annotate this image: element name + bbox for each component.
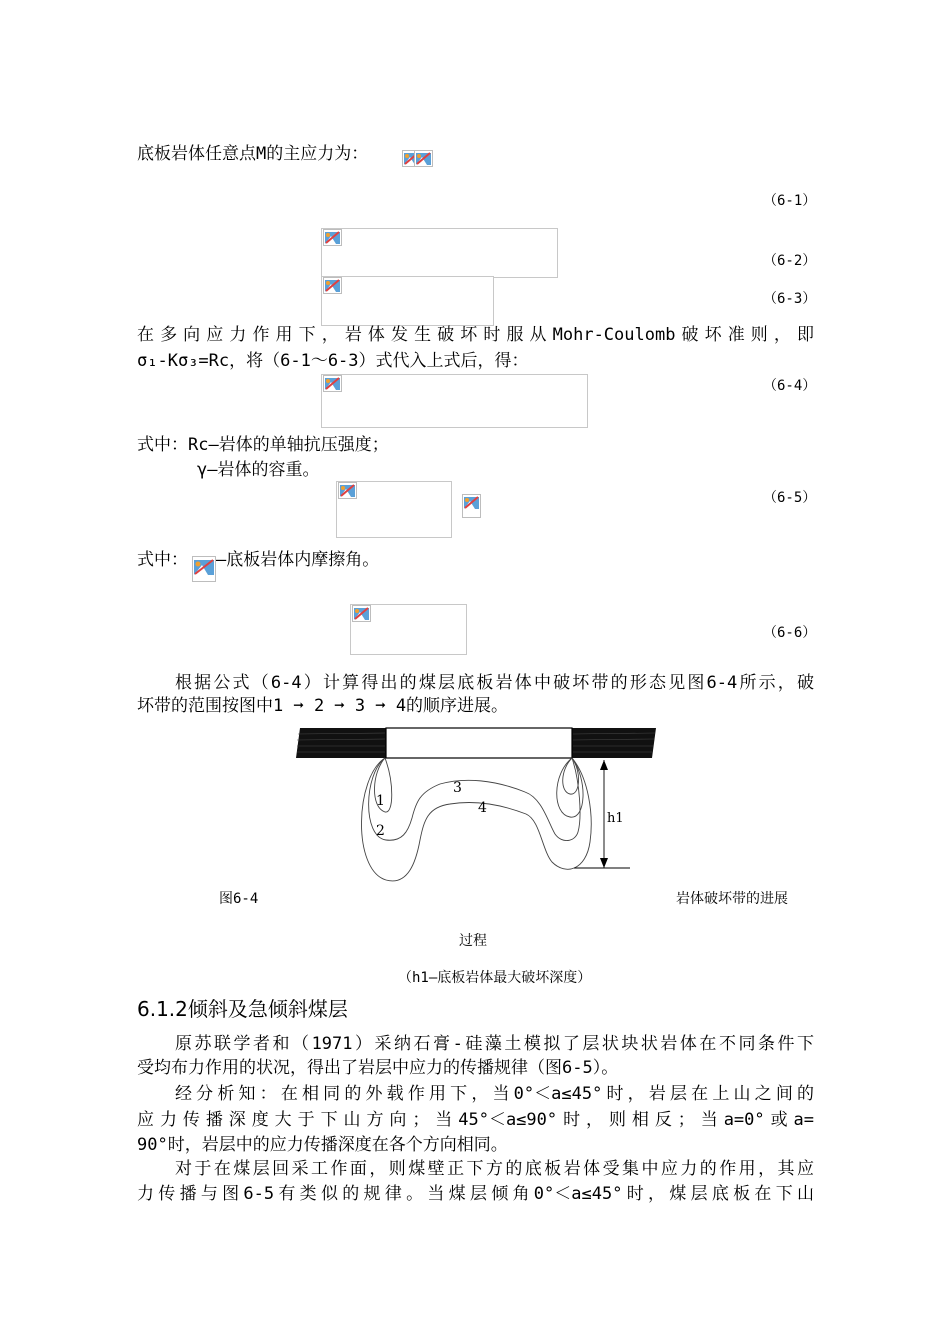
failure-zone-figure (290, 722, 660, 888)
image-placeholder-icon (323, 277, 342, 294)
image-placeholder-icon (323, 375, 342, 392)
mined-opening (386, 728, 572, 758)
zone-label-3: 3 (453, 780, 462, 796)
arrow-down-icon (600, 858, 608, 868)
body-p2-line2: 应力传播深度大于下山方向；当45°＜a≤90°时，则相反；当a=0°或a= (137, 1110, 814, 1130)
equation-image-6-2 (321, 228, 558, 278)
definition-phi-prefix: 式中： (137, 550, 188, 570)
depth-label-h1: h1 (607, 811, 624, 826)
equation-number-6-6: （6-6） (763, 625, 817, 641)
image-placeholder-icon (414, 150, 433, 167)
coal-seam-right (572, 728, 656, 758)
mohr-paragraph-line1: 在多向应力作用下，岩体发生破坏时服从Mohr-Coulomb破坏准则，即 (137, 325, 814, 345)
mohr-paragraph-line2: σ₁-Kσ₃=Rc，将（6-1～6-3）式代入上式后，得： (137, 351, 529, 371)
equation-number-6-2: （6-2） (763, 253, 817, 269)
section-heading: 6.1.2倾斜及急倾斜煤层 (137, 997, 348, 1021)
figure-caption-note: （h1—底板岩体最大破坏深度） (398, 970, 592, 986)
zone-label-4: 4 (478, 800, 487, 816)
equation-number-6-1: （6-1） (763, 193, 817, 209)
failure-zone-curves (361, 758, 591, 881)
figure-caption-title: 岩体破坏带的进展 (676, 891, 788, 907)
zone-label-1: 1 (376, 793, 385, 809)
intro-text: 底板岩体任意点M的主应力为： (137, 144, 369, 164)
figure-paragraph-line1: 根据公式（6-4）计算得出的煤层底板岩体中破坏带的形态见图6-4所示，破 (175, 673, 814, 693)
image-placeholder-icon (192, 556, 216, 582)
figure-caption-title-cont: 过程 (459, 933, 487, 949)
body-p3-line2: 力传播与图6-5有类似的规律。当煤层倾角0°＜a≤45°时，煤层底板在下山 (137, 1184, 814, 1204)
body-p2-line3: 90°时，岩层中的应力传播深度在各个方向相同。 (137, 1135, 508, 1155)
definition-rc: 式中：Rc—岩体的单轴抗压强度； (137, 435, 389, 455)
body-p1-line1: 原苏联学者和（1971）采纳石膏-硅藻土模拟了层状块状岩体在不同条件下 (175, 1034, 814, 1054)
coal-seam-left (296, 728, 386, 758)
figure-paragraph-line2: 坏带的范围按图中1 ➞ 2 ➞ 3 ➞ 4的顺序进展。 (137, 696, 509, 716)
body-p3-line1: 对于在煤层回采工作面，则煤壁正下方的底板岩体受集中应力的作用，其应 (175, 1159, 814, 1179)
zone-label-2: 2 (376, 823, 385, 839)
image-placeholder-icon (352, 605, 371, 622)
definition-phi-suffix: —底板岩体内摩擦角。 (216, 550, 380, 570)
image-placeholder-icon (338, 482, 357, 499)
equation-image-6-3 (321, 276, 494, 326)
body-p2-line1: 经分析知：在相同的外载作用下，当0°＜a≤45°时，岩层在上山之间的 (175, 1084, 814, 1104)
image-placeholder-icon (462, 494, 481, 518)
arrow-up-icon (600, 760, 608, 770)
equation-image-6-4 (321, 374, 588, 428)
image-placeholder-icon (323, 229, 342, 246)
definition-gamma: γ—岩体的容重。 (197, 460, 320, 480)
body-p1-line2: 受均布力作用的状况，得出了岩层中应力的传播规律（图6-5）。 (137, 1058, 619, 1078)
equation-number-6-5: （6-5） (763, 490, 817, 506)
equation-number-6-3: （6-3） (763, 291, 817, 307)
figure-caption-number: 图6-4 (219, 891, 259, 907)
equation-number-6-4: （6-4） (763, 378, 817, 394)
